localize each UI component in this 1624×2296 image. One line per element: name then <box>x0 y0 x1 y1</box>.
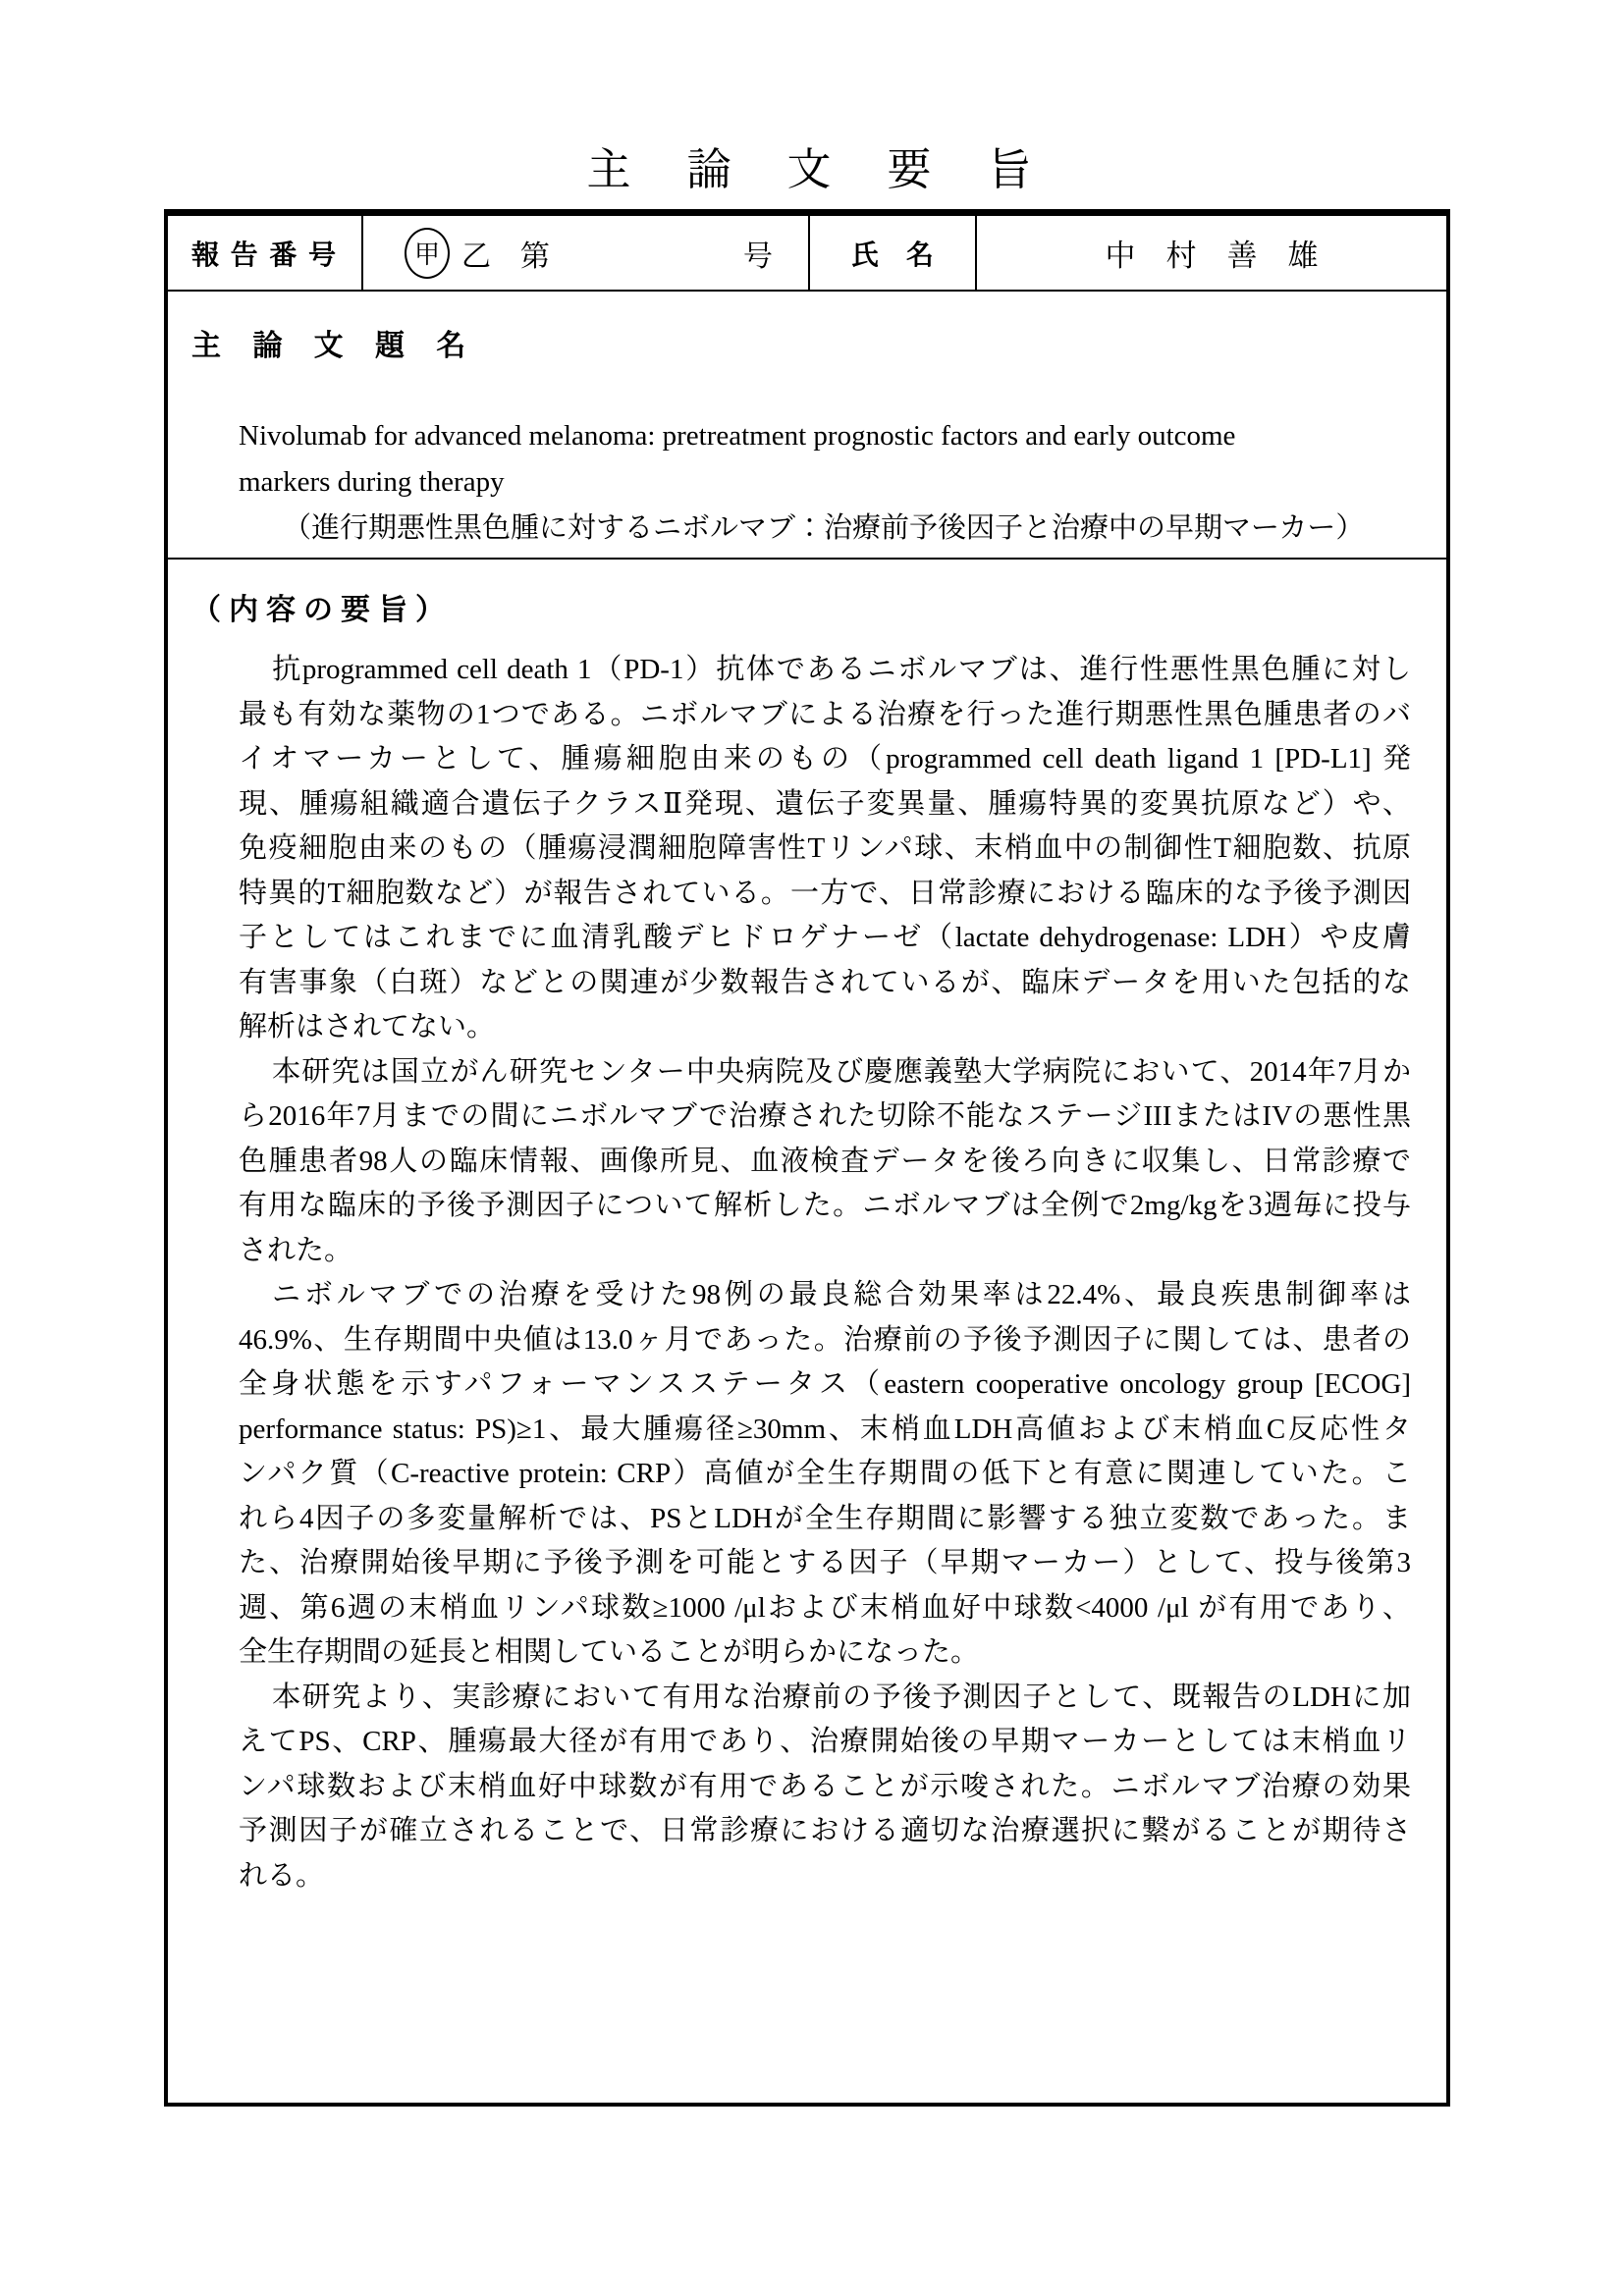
abstract-line: 有害事象（白斑）などとの関連が少数報告されているが、臨床データを用いた包括的な <box>239 966 1411 998</box>
abstract-line: 抗programmed cell death 1（PD-1）抗体であるニボルマブは、進行性悪性黒色腫に対し <box>272 654 1411 685</box>
abstract-line: 免疫細胞由来のもの（腫瘍浸潤細胞障害性Tリンパ球、末梢血中の制御性T細胞数、抗原 <box>239 832 1411 864</box>
thesis-title-block <box>239 413 1411 552</box>
abstract-line: えてPS、CRP、腫瘍最大径が有用であり、治療開始後の早期マーカーとしては末梢血リ <box>239 1726 1411 1757</box>
abstract-line: 週、第6週の末梢血リンパ球数≥1000 /μlおよび末梢血好中球数<4000 /μl が有用であり、 <box>239 1591 1411 1624</box>
otsu-dai-label: 乙 第 <box>461 240 550 273</box>
abstract-line: された。 <box>239 1234 353 1266</box>
abstract-line: イオマーカーとして、腫瘍細胞由来のもの（programmed cell death ligand 1 [PD-L1] 発 <box>239 743 1411 774</box>
abstract-line: 特異的T細胞数など）が報告されている。一方で、日常診療における臨床的な予後予測因 <box>239 877 1411 909</box>
abstract-line: れら4因子の多変量解析では、PSとLDHが全生存期間に影響する独立変数であった。ま <box>239 1502 1411 1534</box>
kou-circled-mark: 甲 <box>405 228 450 279</box>
abstract-line: た、治療開始後早期に予後予測を可能とする因子（早期マーカー）として、投与後第3 <box>239 1547 1411 1578</box>
abstract-line: 全生存期間の延長と相関していることが明らかになった。 <box>239 1636 980 1668</box>
thesis-title-japanese: （進行期悪性黒色腫に対するニボルマブ：治療前予後因子と治療中の早期マーカー） <box>283 512 1365 544</box>
abstract-heading: （内容の要旨） <box>191 594 453 626</box>
abstract-line: 有用な臨床的予後予測因子について解析した。ニボルマブは全例で2mg/kgを3週毎に投与 <box>239 1190 1411 1221</box>
form-table <box>164 209 1450 2107</box>
name-label-cell <box>810 216 977 290</box>
name-value-cell <box>977 216 1446 290</box>
abstract-line: 解析はされてない。 <box>239 1011 496 1042</box>
abstract-section <box>168 560 1446 2103</box>
abstract-line: 子としてはこれまでに血清乳酸デヒドロゲナーゼ（lactate dehydrogenase: LDH）や皮膚 <box>239 922 1411 953</box>
abstract-line: ら2016年7月までの間にニボルマブで治療された切除不能なステージIIIまたはIVの悪性黒 <box>239 1100 1411 1132</box>
abstract-line: 46.9%、生存期間中央値は13.0ヶ月であった。治療前の予後予測因子に関しては、患者の <box>239 1323 1411 1356</box>
abstract-body <box>239 648 1411 1898</box>
thesis-title-english-line2: markers during therapy <box>239 466 505 498</box>
report-number-label-cell <box>168 216 363 290</box>
report-number-label: 報 告 番 号 <box>190 239 339 270</box>
abstract-line: ニボルマブでの治療を受けた98例の最良総合効果率は22.4%、最良疾患制御率は <box>272 1279 1411 1310</box>
abstract-line: 本研究は国立がん研究センター中央病院及び慶應義塾大学病院において、2014年7月か <box>272 1055 1411 1088</box>
thesis-title-label: 主 論 文 題 名 <box>191 330 478 362</box>
abstract-line: 全身状態を示すパフォーマンスステータス（eastern cooperative oncology group [ECOG] <box>239 1368 1411 1400</box>
abstract-line: performance status: PS)≥1、最大腫瘍径≥30mm、末梢血LDH高値および末梢血C反応性タ <box>239 1413 1411 1445</box>
name-value: 中 村 善 雄 <box>1105 239 1319 273</box>
thesis-title-english-line1: Nivolumab for advanced melanoma: pretreatment prognostic factors and early outcome <box>239 420 1236 452</box>
abstract-line: 現、腫瘍組織適合遺伝子クラスⅡ発現、遺伝子変異量、腫瘍特異的変異抗原など）や、 <box>239 787 1411 820</box>
thesis-title-section <box>168 292 1446 560</box>
abstract-line: 色腫患者98人の臨床情報、画像所見、血液検査データを後ろ向きに収集し、日常診療で <box>239 1145 1411 1177</box>
abstract-line: 予測因子が確立されることで、日常診療における適切な治療選択に繋がることが期待さ <box>239 1815 1411 1846</box>
abstract-line: ンパ球数および末梢血好中球数が有用であることが示唆された。ニボルマブ治療の効果 <box>239 1770 1411 1802</box>
name-label: 氏 名 <box>850 239 934 270</box>
abstract-line: 本研究より、実診療において有用な治療前の予後予測因子として、既報告のLDHに加 <box>272 1681 1411 1713</box>
report-number-type <box>405 228 550 279</box>
header-row <box>168 216 1446 292</box>
abstract-line: ンパク質（C-reactive protein: CRP）高値が全生存期間の低下と有意に関連していた。こ <box>239 1458 1411 1489</box>
gou-label: 号 <box>743 240 773 273</box>
page-title: 主 論 文 要 旨 <box>586 145 1038 194</box>
abstract-line: 最も有効な薬物の1つである。ニボルマブによる治療を行った進行期悪性黒色腫患者のバ <box>239 698 1411 730</box>
abstract-line: れる。 <box>239 1859 325 1892</box>
report-number-field-cell <box>363 216 810 290</box>
